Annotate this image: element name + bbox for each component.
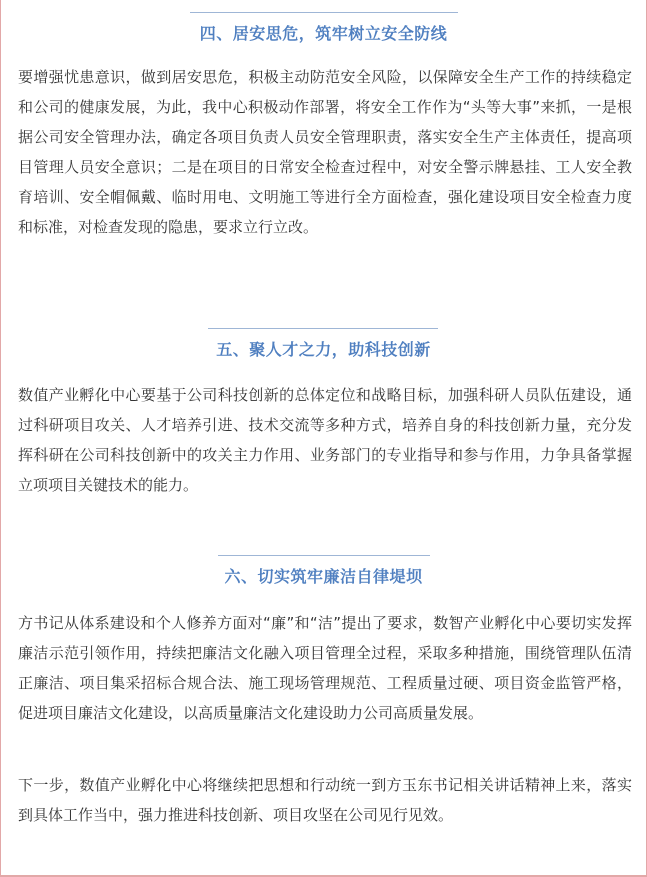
heading-rule [190, 12, 458, 13]
section-title: 四、居安思危，筑牢树立安全防线 [199, 24, 448, 43]
paragraph: 方书记从体系建设和个人修养方面对“廉”和“洁”提出了要求，数智产业孵化中心要切实发挥廉洁示范引领作用，持续把廉洁文化融入项目管理全过程，采取多种措施，围绕管理队伍清正廉洁、项目集采招标合规合法、施工现场管理规范、工程质量过硬、项目资金监管严格，促进项目廉洁文化建设，以高质量廉洁文化建设助力公司高质量发展。 [18, 614, 632, 722]
paragraph: 要增强忧患意识，做到居安思危，积极主动防范安全风险，以保障安全生产工作的持续稳定和公司的健康发展，为此，我中心积极动作部署，将安全工作作为“头等大事”来抓，一是根据公司安全管理办法，确定各项目负责人员安全管理职责，落实安全生产主体责任，提高项目管理人员安全意识；二是在项目的日常安全检查过程中，对安全警示牌悬挂、工人安全教育培训、安全帽佩戴、临时用电、文明施工等进行全方面检查，强化建设项目安全检查力度和标准，对检查发现的隐患，要求立行立改。 [18, 68, 632, 236]
paragraph: 下一步，数值产业孵化中心将继续把思想和行动统一到方玉东书记相关讲话精神上来，落实到具体工作当中，强力推进科技创新、项目攻坚在公司见行见效。 [18, 776, 632, 824]
section-title: 五、聚人才之力，助科技创新 [216, 340, 431, 359]
paragraph: 数值产业孵化中心要基于公司科技创新的总体定位和战略目标，加强科研人员队伍建设，通过科研项目攻关、人才培养引进、技术交流等多种方式，培养自身的科技创新力量，充分发挥科研在公司科技创新中的攻关主力作用、业务部门的专业指导和参与作用，力争具备掌握立项项目关键技术的能力。 [18, 386, 632, 494]
heading-rule [218, 555, 430, 556]
heading-rule [208, 328, 438, 329]
section-title: 六、切实筑牢廉洁自律堤坝 [224, 567, 423, 586]
